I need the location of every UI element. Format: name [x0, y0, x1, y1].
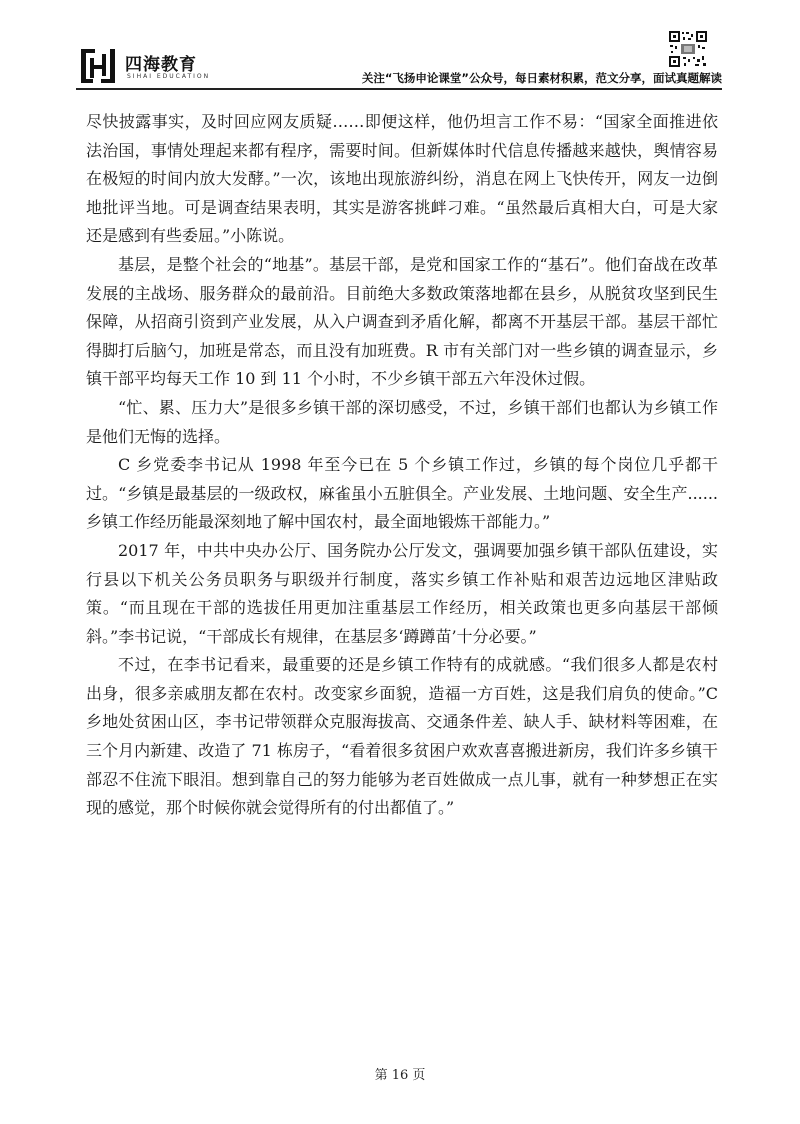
logo-subtext: SIHAI EDUCATION — [127, 73, 211, 80]
header-tagline: 关注“飞扬申论课堂”公众号，每日素材积累，范文分享，面试真题解读 — [361, 71, 722, 85]
article-body — [86, 108, 718, 823]
paragraph: 2017 年，中共中央办公厅、国务院办公厅发文，强调要加强乡镇干部队伍建设，实行县以下机关公务员职务与职级并行制度，落实乡镇工作补贴和艰苦边远地区津贴政策。“而且现在干部的选拔任用更加注重基层工作经历，相关政策也更多向基层干部倾斜。”李书记说，“干部成长有规律，在基层多‘蹲蹲苗’十分必要。” — [86, 540, 718, 646]
logo-text: 四海教育 — [125, 55, 197, 75]
paragraph: C 乡党委李书记从 1998 年至今已在 5 个乡镇工作过，乡镇的每个岗位几乎都干过。“乡镇是最基层的一级政权，麻雀虽小五脏俱全。产业发展、土地问题、安全生产......乡镇工作经历能最深刻地了解中国农村，最全面地锻炼干部能力。” — [86, 455, 718, 532]
paragraph: 尽快披露事实，及时回应网友质疑……即便这样，他仍坦言工作不易：“国家全面推进依法治国，事情处理起来都有程序，需要时间。但新媒体时代信息传播越来越快，舆情容易在极短的时间内放大发酵。”一次，该地出现旅游纠纷，消息在网上飞快传开，网友一边倒地批评当地。可是调查结果表明，其实是游客挑衅刁难。“虽然最后真相大白，可是大家还是感到有些委屈。”小陈说。 — [86, 112, 718, 246]
paragraph: 基层，是整个社会的“地基”。基层干部，是党和国家工作的“基石”。他们奋战在改革发展的主战场、服务群众的最前沿。目前绝大多数政策落地都在县乡，从脱贫攻坚到民生保障，从招商引资到产业发展，从入户调查到矛盾化解，都离不开基层干部。基层干部忙得脚打后脑勺，加班是常态，而且没有加班费。R 市有关部门对一些乡镇的调查显示，乡镇干部平均每天工作 10 到 11 个小时，不少乡镇干部五六年没休过假。 — [86, 254, 718, 389]
logo — [78, 46, 211, 86]
page-number: 第 16 页 — [374, 1068, 426, 1083]
qr-code-icon — [668, 30, 708, 68]
paragraph: “忙、累、压力大”是很多乡镇干部的深切感受，不过，乡镇干部们也都认为乡镇工作是他们无悔的选择。 — [86, 397, 718, 446]
header-divider — [76, 88, 722, 90]
logo-mark-icon — [78, 46, 118, 86]
paragraph: 不过，在李书记看来，最重要的还是乡镇工作特有的成就感。“我们很多人都是农村出身，很多亲戚朋友都在农村。改变家乡面貌，造福一方百姓，这是我们肩负的使命。”C 乡地处贫困山区，李书记带领群众克服海拔高、交通条件差、缺人手、缺材料等困难，在三个月内新建、改造了 71 栋房子，“看着很多贫困户欢欢喜喜搬进新房，我们许多乡镇干部忍不住流下眼泪。想到靠自己的努力能够为老百姓做成一点儿事，就有一种梦想正在实现的感觉，那个时候你就会觉得所有的付出都值了。” — [86, 655, 718, 818]
page-header — [0, 0, 800, 92]
